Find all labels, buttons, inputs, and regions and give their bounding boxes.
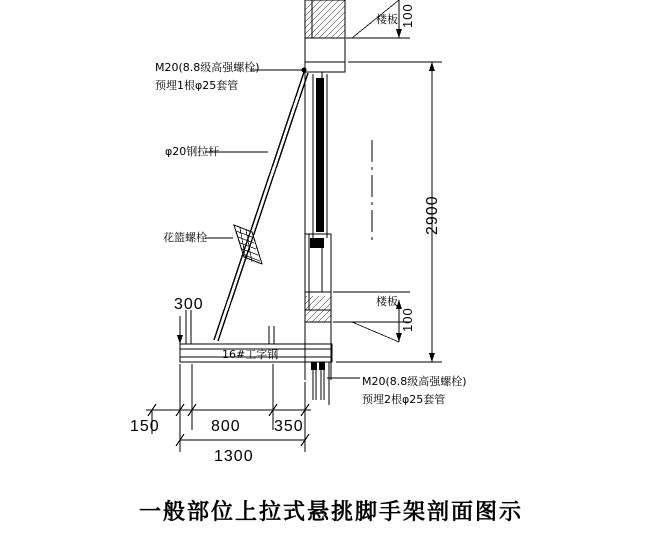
turnbuckle	[234, 225, 262, 264]
dimension-100-bottom: 100	[400, 307, 415, 332]
annotation-floor-slab-top: 楼板	[376, 13, 398, 26]
tie-rod-line	[214, 72, 304, 340]
annotation-turnbuckle: 花篮螺栓	[163, 231, 207, 244]
leader-100-bottom	[352, 322, 399, 342]
annotation-tie-rod: φ20钢拉杆	[165, 145, 220, 158]
arrow-2900-top	[429, 62, 435, 71]
top-slab-hatch	[305, 0, 345, 38]
drawing-title: 一般部位上拉式悬挑脚手架剖面图示	[138, 500, 523, 525]
arrow-2900-bottom	[429, 353, 435, 362]
dimension-1300: 1300	[214, 448, 254, 465]
annotation-bolt-spec-bottom: M20(8.8级高强螺栓)	[362, 375, 467, 388]
arrow-100-top	[396, 29, 402, 38]
annotation-bolt-spec-top: M20(8.8级高强螺栓)	[155, 61, 260, 74]
tie-rod-line2	[218, 73, 308, 341]
dimension-2900: 2900	[424, 195, 441, 235]
dimension-100-top: 100	[400, 3, 415, 28]
dimension-800: 800	[211, 418, 241, 435]
dimension-150: 150	[130, 418, 160, 435]
vertical-steel-member	[316, 78, 324, 232]
arrow-100-bot-2	[396, 333, 402, 342]
anchor-bolts-bottom	[311, 362, 325, 400]
arrow-300	[177, 335, 183, 344]
annotation-embedded-bottom: 预埋2根φ25套管	[362, 393, 446, 406]
dimension-350: 350	[274, 418, 304, 435]
annotation-embedded-top: 预埋1根φ25套管	[155, 79, 239, 92]
annotation-floor-slab-bottom: 楼板	[376, 295, 398, 308]
dimension-300: 300	[174, 296, 204, 313]
annotation-i-beam: 16#工字钢	[222, 348, 279, 361]
top-bracket-plate	[305, 62, 345, 72]
top-bolt-node	[302, 68, 307, 73]
